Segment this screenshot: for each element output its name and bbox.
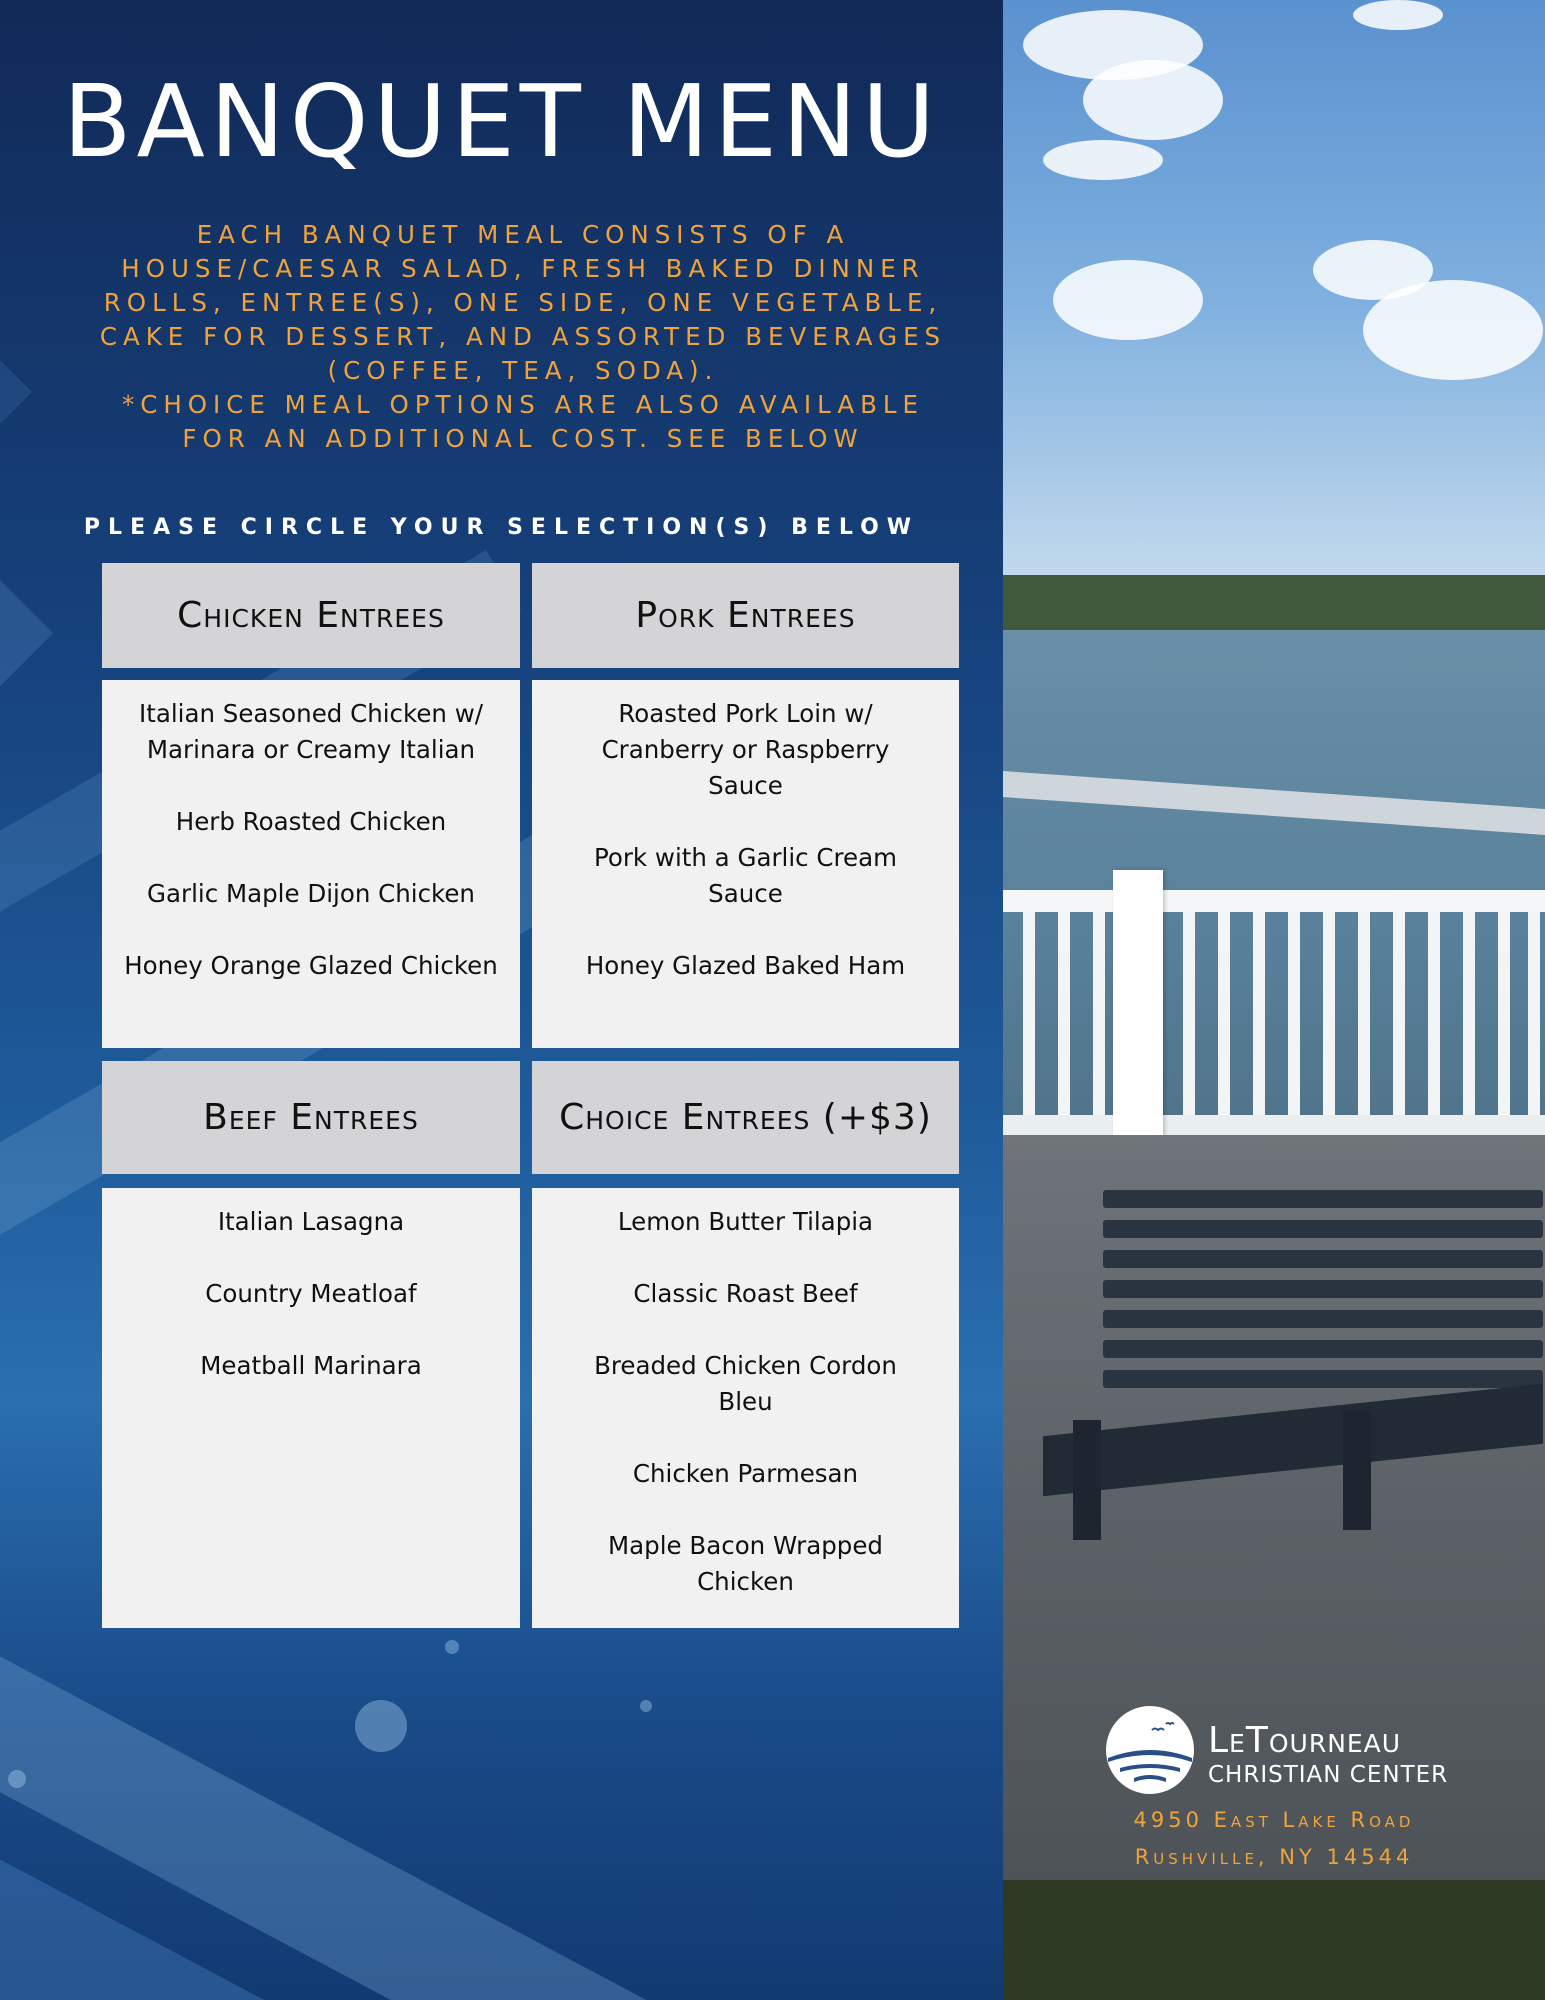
menu-item[interactable]: Pork with a Garlic Cream Sauce	[593, 843, 898, 908]
choice-entrees-list	[532, 1188, 959, 1628]
menu-item[interactable]: Chicken Parmesan	[632, 1459, 859, 1488]
bokeh-light	[640, 1700, 652, 1712]
cloud	[1363, 280, 1543, 380]
logo-name: LeTourneau	[1208, 1720, 1402, 1761]
cloud	[1043, 140, 1163, 180]
menu-item[interactable]: Meatball Marinara	[200, 1351, 422, 1380]
wooden-bench	[1043, 1180, 1543, 1520]
menu-item[interactable]: Maple Bacon Wrapped Chicken	[608, 1531, 883, 1596]
menu-item[interactable]: Classic Roast Beef	[633, 1279, 858, 1308]
choice-entrees-heading: Choice Entrees (+$3)	[532, 1061, 959, 1174]
letourneau-logo	[1100, 1700, 1520, 1810]
menu-item[interactable]: Italian Lasagna	[217, 1207, 405, 1236]
menu-item[interactable]: Lemon Butter Tilapia	[617, 1207, 874, 1236]
beef-entrees-heading: Beef Entrees	[102, 1061, 520, 1174]
background-stripe	[0, 300, 32, 484]
bokeh-light	[8, 1770, 26, 1788]
background-stripe	[0, 520, 53, 746]
distant-hills	[1003, 575, 1545, 635]
bokeh-light	[445, 1640, 459, 1654]
bokeh-light	[355, 1700, 407, 1752]
grass	[1003, 1880, 1545, 2000]
white-railing	[1003, 890, 1545, 1135]
menu-item[interactable]: Honey Glazed Baked Ham	[585, 951, 906, 980]
menu-item[interactable]: Italian Seasoned Chicken w/ Marinara or Creamy Italian	[138, 699, 484, 764]
cloud	[1083, 60, 1223, 140]
selection-instruction: PLEASE CIRCLE YOUR SELECTION(S) BELOW	[83, 515, 920, 540]
cloud	[1053, 260, 1203, 340]
menu-item[interactable]: Garlic Maple Dijon Chicken	[147, 879, 475, 908]
beef-entrees-list	[102, 1188, 520, 1628]
menu-item[interactable]: Herb Roasted Chicken	[175, 807, 447, 836]
pork-entrees-list	[532, 680, 959, 1048]
menu-item[interactable]: Honey Orange Glazed Chicken	[124, 951, 498, 980]
meal-description	[88, 218, 958, 456]
choice-note: *CHOICE MEAL OPTIONS ARE ALSO AVAILABLE FOR AN ADDITIONAL COST. SEE BELOW	[121, 390, 925, 453]
lighthouse-logo-icon	[1100, 1702, 1200, 1802]
address-line-1: 4950 East Lake Road	[1133, 1808, 1415, 1832]
menu-item[interactable]: Breaded Chicken Cordon Bleu	[594, 1351, 897, 1416]
cloud	[1353, 0, 1443, 30]
menu-item[interactable]: Country Meatloaf	[205, 1279, 417, 1308]
pork-entrees-heading: Pork Entrees	[532, 563, 959, 668]
page-title: BANQUET MENU	[62, 63, 941, 180]
chicken-entrees-list	[102, 680, 520, 1048]
address-line-2: Rushville, NY 14544	[1134, 1845, 1414, 1869]
chicken-entrees-heading: Chicken Entrees	[102, 563, 520, 668]
logo-subtitle: CHRISTIAN CENTER	[1208, 1762, 1449, 1788]
meal-description-line: EACH BANQUET MEAL CONSISTS OF A HOUSE/CAESAR SALAD, FRESH BAKED DINNER ROLLS, ENTREE(S), ONE SIDE, ONE VEGETABLE, CAKE FOR DESSERT, AND ASSORTED BEVERAGES (COFFEE, TEA, SODA).	[99, 220, 947, 385]
menu-item[interactable]: Roasted Pork Loin w/ Cranberry or Raspberry Sauce	[601, 699, 890, 800]
